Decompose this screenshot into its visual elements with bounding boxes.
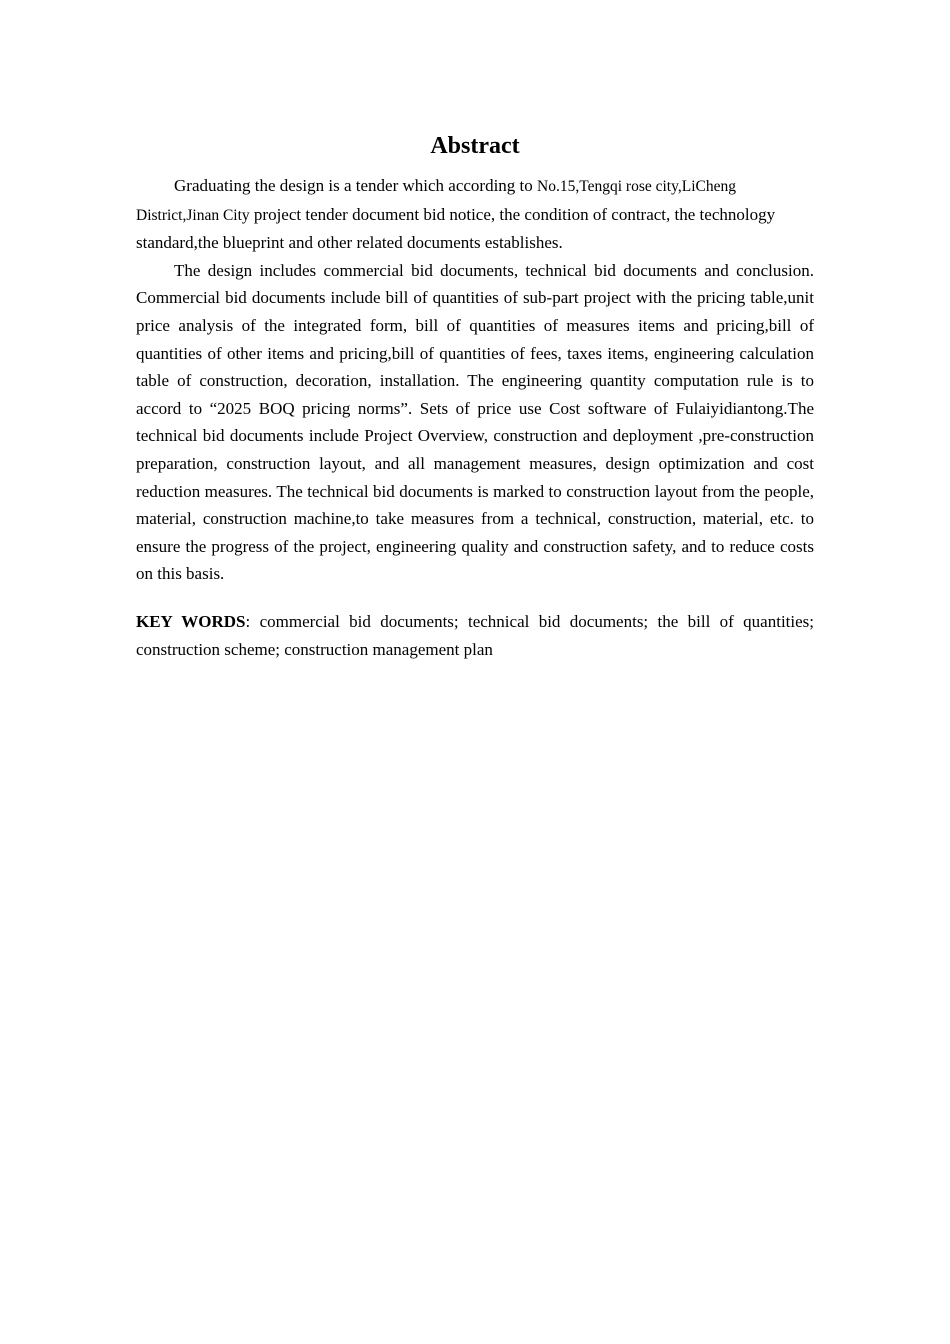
keywords-label: KEY WORDS bbox=[136, 611, 246, 631]
keywords-text: commercial bid documents; technical bid documents; the bill of quantities; construction scheme; construction management plan bbox=[136, 611, 814, 659]
keywords-line bbox=[136, 608, 814, 663]
abstract-title: Abstract bbox=[430, 133, 520, 159]
abstract-section bbox=[136, 128, 814, 663]
paragraph-1-text-start: Graduating the design is a tender which according to bbox=[174, 176, 538, 195]
abstract-paragraph-2: The design includes commercial bid documents, technical bid documents and conclusion. Commercial bid documents include bill of quantities of sub-part project with the pricing table,unit price analysis of the integrated form, bill of quantities of measures items and pricing,bill of quantities of other items and pricing,bill of quantities of fees, taxes items, engineering calculation table of construction, decoration, installation. The engineering quantity computation rule is to accord to “2025 BOQ pricing norms”. Sets of price use Cost software of Fulaiyidiantong.The technical bid documents include Project Overview, construction and deployment ,pre-construction preparation, construction layout, and all management measures, design optimization and cost reduction measures. The technical bid documents is marked to construction layout from the people, material, construction machine,to take measures from a technical, construction, material, etc. to ensure the progress of the project, engineering quality and construction safety, and to reduce costs on this basis. bbox=[136, 260, 814, 584]
abstract-paragraph-1 bbox=[136, 172, 814, 257]
keywords-separator: : bbox=[245, 611, 260, 631]
project-location: No.15,Tengqi rose city,LiCheng District,Jinan City bbox=[136, 178, 736, 224]
paragraph-1-text-end: project tender document bid notice, the condition of contract, the technology standard,the blueprint and other related documents establishes. bbox=[136, 204, 776, 253]
